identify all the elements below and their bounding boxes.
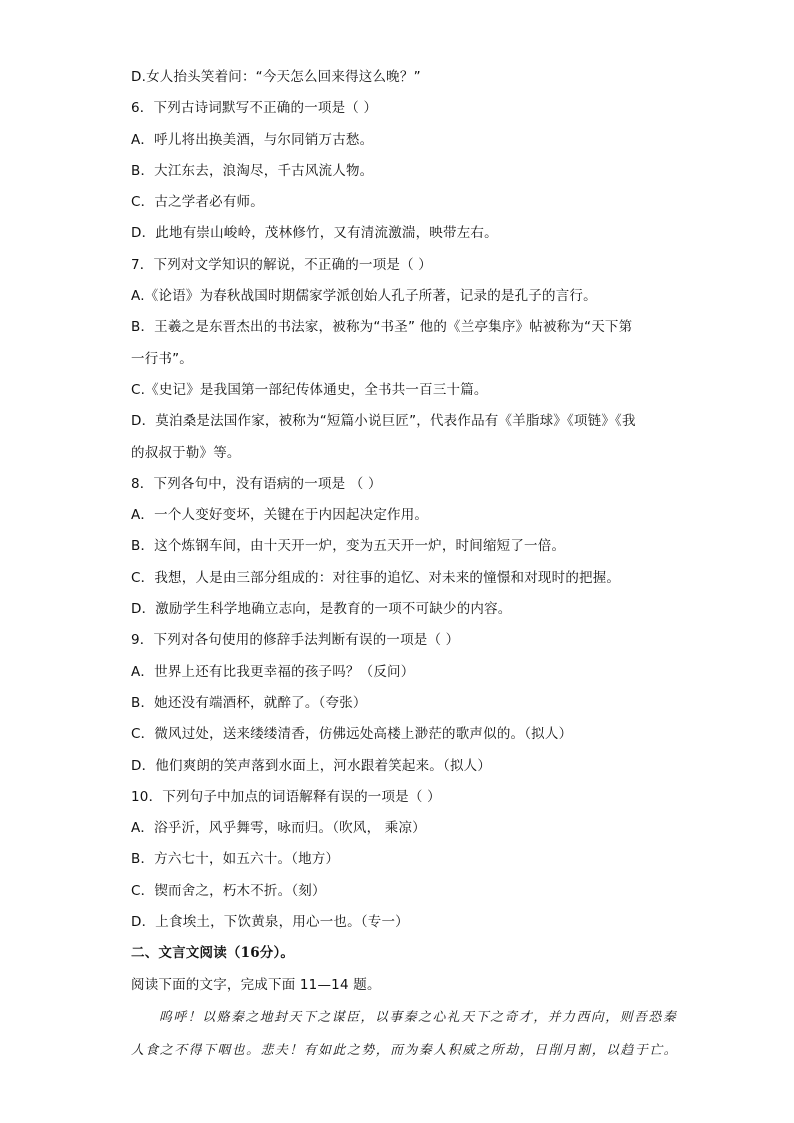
option-d-line: D.女人抬头笑着问：“今天怎么回来得这么晚？”: [131, 69, 421, 85]
q8-option-a: A．一个人变好变坏，关键在于内因起决定作用。: [131, 507, 429, 524]
q10-option-c: C．锲而舍之，朽木不折。（刻）: [131, 882, 326, 899]
q8-option-d: D．激励学生科学地确立志向，是教育的一项不可缺少的内容。: [131, 601, 512, 618]
q7-option-c: C.《史记》是我国第一部纪传体通史，全书共一百三十篇。: [131, 381, 488, 398]
question-9: 9．下列对各句使用的修辞手法判断有误的一项是（ ）: [131, 632, 460, 649]
section-heading: 二、文言文阅读（16分）。: [131, 945, 295, 962]
question-8: 8．下列各句中，没有语病的一项是 （ ）: [131, 475, 382, 492]
q9-option-a: A．世界上还有比我更幸福的孩子吗？（反问）: [131, 663, 415, 680]
q7-option-d-line2: 的叔叔于勒》等。: [131, 444, 241, 461]
reading-instruction: 阅读下面的文字，完成下面 11—14 题。: [131, 976, 381, 993]
document-page: [131, 62, 679, 1067]
q7-option-b-line1: B．王羲之是东晋杰出的书法家，被称为“书圣” 他的《兰亭集序》帖被称为“天下第: [131, 319, 633, 336]
question-7: 7．下列对文学知识的解说，不正确的一项是（ ）: [131, 256, 432, 273]
q6-option-b: B．大江东去，浪淘尽，千古风流人物。: [131, 162, 374, 179]
q7-option-a: A.《论语》为春秋战国时期儒家学派创始人孔子所著，记录的是孔子的言行。: [131, 288, 597, 305]
passage-line-2: 人食之不得下咽也。悲夫！有如此之势，而为秦人积威之所劫，日削月割，以趋于亡。: [131, 1042, 679, 1058]
q7-option-b-line2: 一行书”。: [131, 350, 193, 367]
q10-option-a: A．浴乎沂，风乎舞雩，咏而归。（吹风， 乘凉）: [131, 820, 426, 837]
q6-option-c: C．古之学者必有师。: [131, 194, 264, 211]
q9-option-b: B．她还没有端酒杯，就醉了。（夸张）: [131, 694, 367, 711]
q8-option-b: B．这个炼钢车间，由十天开一炉，变为五天开一炉，时间缩短了一倍。: [131, 538, 566, 555]
question-6: 6．下列古诗词默写不正确的一项是（ ）: [131, 100, 378, 117]
q8-option-c: C．我想，人是由三部分组成的：对往事的追忆、对未来的憧憬和对现时的把握。: [131, 569, 621, 586]
q9-option-c: C．微风过处，送来缕缕清香，仿佛远处高楼上渺茫的歌声似的。（拟人）: [131, 726, 573, 743]
q10-option-b: B．方六七十，如五六十。（地方）: [131, 851, 340, 868]
q9-option-d: D．他们爽朗的笑声落到水面上，河水跟着笑起来。（拟人）: [131, 757, 492, 774]
passage-line-1: 呜呼！以赂秦之地封天下之谋臣，以事秦之心礼天下之奇才，并力西向，则吾恐秦: [159, 1009, 678, 1025]
q7-option-d-line1: D．莫泊桑是法国作家，被称为“短篇小说巨匠”，代表作品有《羊脂球》《项链》《我: [131, 413, 636, 430]
q6-option-d: D．此地有崇山峻岭，茂林修竹，又有清流激湍，映带左右。: [131, 225, 498, 242]
q10-option-d: D．上食埃土，下饮黄泉，用心一也。（专一）: [131, 914, 409, 931]
q6-option-a: A．呼儿将出换美酒，与尔同销万古愁。: [131, 131, 374, 148]
question-10: 10．下列句子中加点的词语解释有误的一项是（ ）: [131, 788, 441, 805]
